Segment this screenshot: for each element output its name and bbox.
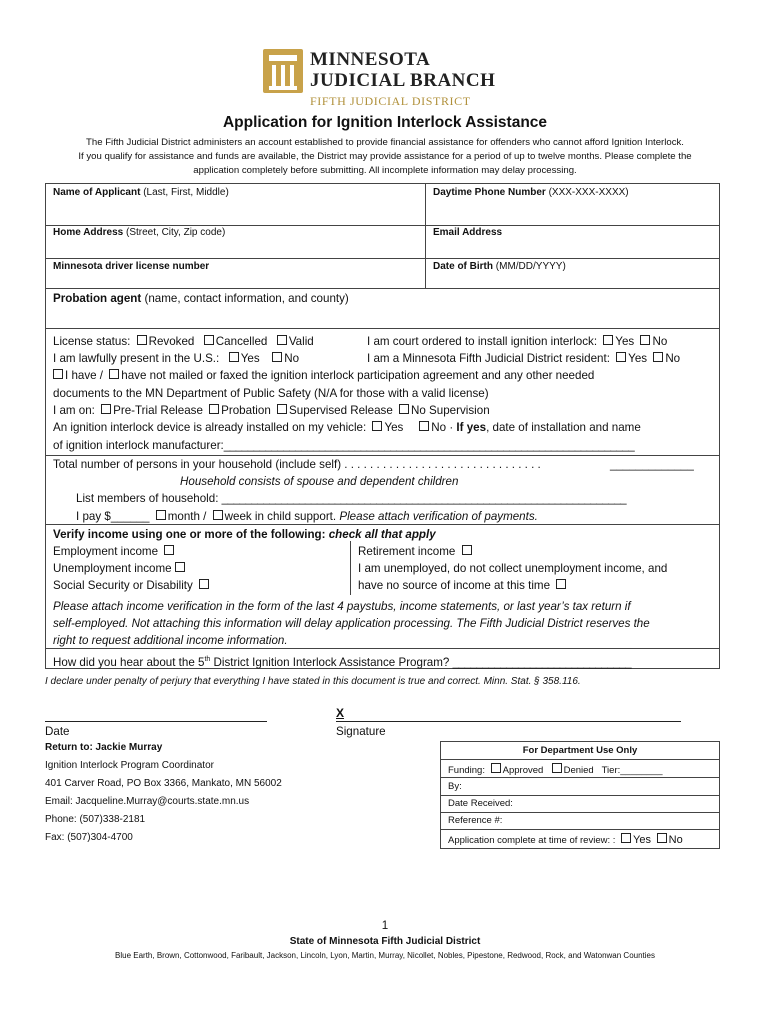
income-heading: Verify income using one or more of the following: check all that apply	[53, 528, 436, 541]
probation-checkbox[interactable]	[209, 404, 219, 414]
income-note-3: right to request additional income information.	[53, 634, 288, 647]
lawful-no-checkbox[interactable]	[272, 352, 282, 362]
supervision-row: I am on: Pre-Trial Release Probation Supervised Release No Supervision	[53, 404, 490, 417]
complete-no-checkbox[interactable]	[657, 833, 667, 843]
logo-line-3: FIFTH JUDICIAL DISTRICT	[310, 94, 471, 108]
signature-label: Signature	[336, 725, 386, 738]
unemployment-checkbox[interactable]	[175, 562, 185, 572]
employment-checkbox[interactable]	[164, 545, 174, 555]
name-field[interactable]: Name of Applicant (Last, First, Middle)	[53, 187, 229, 198]
installed-no-checkbox[interactable]	[419, 421, 429, 431]
return-to-address: 401 Carver Road, PO Box 3366, Mankato, MN 56002	[45, 778, 282, 789]
installed-row: An ignition interlock device is already installed on my vehicle: Yes No · If yes, date of installation and name	[53, 421, 641, 434]
return-to-heading: Return to: Jackie Murray	[45, 742, 163, 753]
mailed-row: I have / have not mailed or faxed the ignition interlock participation agreement and any other needed	[53, 368, 594, 383]
mailed-row-cont: documents to the MN Department of Public Safety (N/A for those with a valid license)	[53, 387, 489, 400]
return-to-title: Ignition Interlock Program Coordinator	[45, 760, 214, 771]
no-income-checkbox[interactable]	[556, 579, 566, 589]
household-total-line[interactable]: _____________	[610, 458, 694, 471]
approved-checkbox[interactable]	[491, 763, 501, 773]
retirement-checkbox[interactable]	[462, 545, 472, 555]
date-label: Date	[45, 725, 70, 738]
denied-checkbox[interactable]	[552, 763, 562, 773]
household-members-row[interactable]: List members of household: ____________________________________________________________________	[76, 492, 627, 505]
by-field[interactable]: By:	[448, 781, 462, 792]
retirement-option: Retirement income	[358, 544, 474, 559]
household-total-row[interactable]: Total number of persons in your household (include self) . . . . . . . . . . . . . . . . . . . . . . . . . . . . . . .	[53, 458, 541, 471]
address-field[interactable]: Home Address (Street, City, Zip code)	[53, 227, 226, 238]
no-supervision-checkbox[interactable]	[399, 404, 409, 414]
logo-line-1: MINNESOTA	[310, 49, 431, 70]
probation-agent-field[interactable]: Probation agent (name, contact information, and county)	[53, 292, 349, 305]
signature-line[interactable]	[336, 721, 681, 722]
lawful-yes-checkbox[interactable]	[229, 352, 239, 362]
referral-row[interactable]: How did you hear about the 5th District Ignition Interlock Assistance Program? ______________________________	[53, 655, 632, 669]
complete-row: Application complete at time of review: : Yes No	[448, 834, 683, 846]
manufacturer-row[interactable]: of ignition interlock manufacturer:_____________________________________________________________________	[53, 439, 635, 452]
complete-yes-checkbox[interactable]	[621, 833, 631, 843]
resident-row: I am a Minnesota Fifth Judicial District resident: Yes No	[367, 352, 681, 365]
cancelled-checkbox[interactable]	[204, 335, 214, 345]
week-checkbox[interactable]	[213, 510, 223, 520]
household-consists: Household consists of spouse and dependent children	[180, 475, 459, 488]
signature-x: X	[336, 706, 345, 720]
supervised-checkbox[interactable]	[277, 404, 287, 414]
department-use-box	[440, 741, 720, 849]
funding-row: Funding: Approved Denied Tier:________	[448, 765, 663, 776]
return-to-email[interactable]: Email: Jacqueline.Murray@courts.state.mn.us	[45, 796, 250, 807]
phone-field[interactable]: Daytime Phone Number (XXX-XXX-XXXX)	[433, 187, 629, 198]
have-mailed-checkbox[interactable]	[53, 369, 63, 379]
revoked-checkbox[interactable]	[137, 335, 147, 345]
resident-no-checkbox[interactable]	[653, 352, 663, 362]
employment-option: Employment income	[53, 544, 176, 559]
child-support-row: I pay $______ month / week in child support. Please attach verification of payments.	[76, 510, 538, 523]
no-income-option: have no source of income at this time	[358, 578, 568, 593]
unemployed-option: I am unemployed, do not collect unemployment income, and	[358, 562, 668, 575]
have-not-mailed-checkbox[interactable]	[109, 369, 119, 379]
courthouse-icon	[263, 49, 303, 93]
license-number-field[interactable]: Minnesota driver license number	[53, 261, 210, 272]
month-checkbox[interactable]	[156, 510, 166, 520]
installed-yes-checkbox[interactable]	[372, 421, 382, 431]
income-note-1: Please attach income verification in the form of the last 4 paystubs, income statements, or last year’s tax return if	[53, 600, 631, 613]
intro-text: The Fifth Judicial District administers an account established to provide financial assistance for offenders who cannot afford Ignition Interlock. If you qualify for assistance and funds are available, the District may provide assistance for a period of up to twelve months. Please complete the application completely before submitting. All incomplete information may delay processing.	[78, 137, 692, 176]
court-ordered-row: I am court ordered to install ignition interlock: Yes No	[367, 335, 668, 348]
department-heading: For Department Use Only	[522, 745, 638, 756]
page-number: 1	[381, 919, 389, 932]
judicial-branch-logo	[263, 49, 507, 111]
court-yes-checkbox[interactable]	[603, 335, 613, 345]
return-to-phone: Phone: (507)338-2181	[45, 814, 146, 825]
social-security-checkbox[interactable]	[199, 579, 209, 589]
dob-field[interactable]: Date of Birth (MM/DD/YYYY)	[433, 261, 566, 272]
return-to-fax: Fax: (507)304-4700	[45, 832, 133, 843]
court-no-checkbox[interactable]	[640, 335, 650, 345]
income-note-2: self-employed. Not attaching this information will delay application processing. The Fifth Judicial District reserves the	[53, 617, 650, 630]
footer-state: State of Minnesota Fifth Judicial District	[289, 936, 481, 947]
lawful-presence-row: I am lawfully present in the U.S.: Yes No	[53, 352, 300, 365]
logo-line-2: JUDICIAL BRANCH	[310, 70, 496, 91]
declaration: I declare under penalty of perjury that everything I have stated in this document is true and correct. Minn. Stat. § 358.116.	[45, 676, 581, 687]
reference-field[interactable]: Reference #:	[448, 815, 503, 826]
license-status-row: License status: Revoked Cancelled Valid	[53, 335, 314, 348]
date-line[interactable]	[45, 721, 267, 722]
valid-checkbox[interactable]	[277, 335, 287, 345]
resident-yes-checkbox[interactable]	[616, 352, 626, 362]
date-received-field[interactable]: Date Received:	[448, 798, 513, 809]
email-field[interactable]: Email Address	[433, 227, 503, 238]
page-title: Application for Ignition Interlock Assistance	[222, 114, 548, 131]
pretrial-checkbox[interactable]	[101, 404, 111, 414]
unemployment-option: Unemployment income	[53, 561, 187, 576]
footer-counties: Blue Earth, Brown, Cottonwood, Faribault, Jackson, Lincoln, Lyon, Martin, Murray, Nicollet, Nobles, Pipestone, Redwood, Rock, and Watonwan Counties	[115, 951, 655, 960]
social-security-option: Social Security or Disability	[53, 578, 211, 593]
